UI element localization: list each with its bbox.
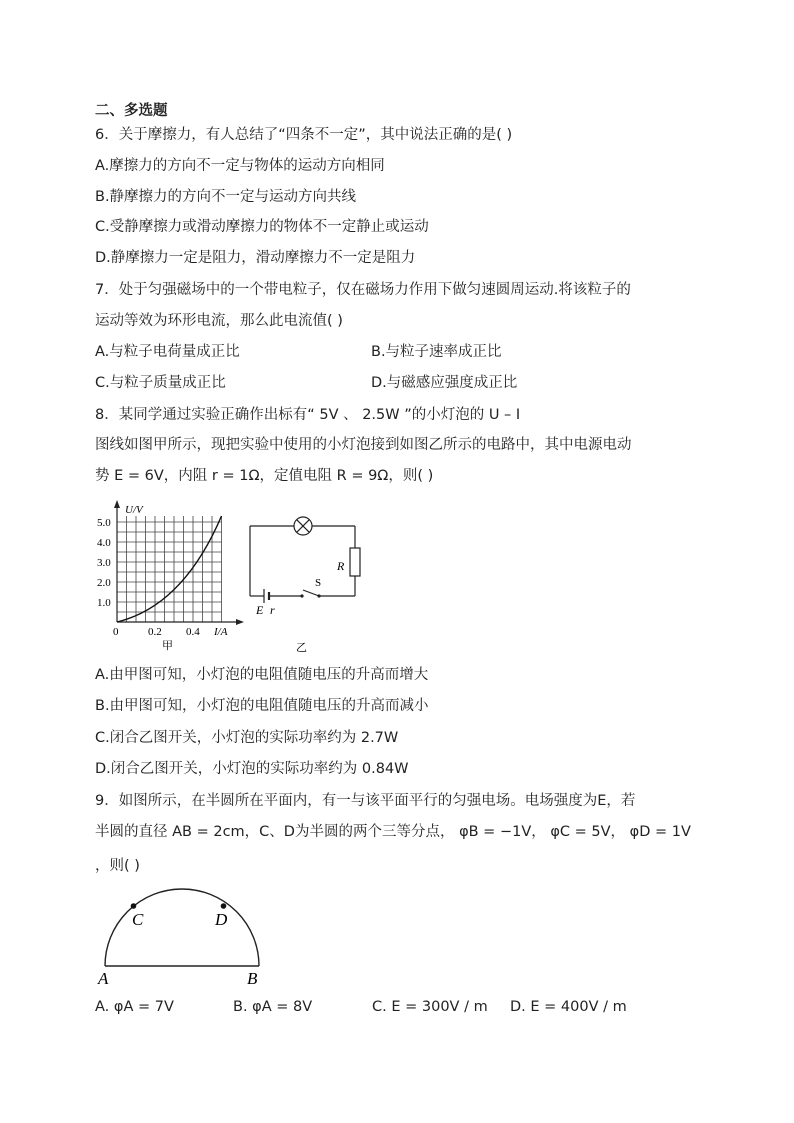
graph-caption: 甲	[162, 640, 173, 652]
q8-option-b: B.由甲图可知，小灯泡的电阻值随电压的升高而减小	[95, 698, 429, 714]
semicircle-figure	[92, 880, 272, 990]
q9-stem-line3: ，则( )	[95, 858, 140, 874]
q9-option-a: A. φA = 7V	[95, 999, 174, 1015]
q9-stem-line2: 半圆的直径 AB = 2cm，C、D为半圆的两个三等分点， φB = −1V， φC = 5V， φD = 1V	[95, 824, 691, 840]
label-b: B	[247, 969, 258, 988]
q6-option-c: C.受静摩擦力或滑动摩擦力的物体不一定静止或运动	[95, 219, 429, 235]
q8-option-a: A.由甲图可知，小灯泡的电阻值随电压的升高而增大	[95, 667, 429, 683]
q7-stem-line1: 7．处于匀强磁场中的一个带电粒子，仅在磁场力作用下做匀速圆周运动.将该粒子的	[95, 282, 631, 298]
q8-option-c: C.闭合乙图开关，小灯泡的实际功率约为 2.7W	[95, 730, 399, 746]
q6-option-b: B.静摩擦力的方向不一定与运动方向共线	[95, 189, 357, 205]
semicircle-arc	[105, 889, 259, 966]
circuit-label-r-internal: r	[270, 603, 275, 617]
q7-option-c: C.与粒子质量成正比	[95, 375, 226, 391]
graph-ylabel: U/V	[125, 504, 143, 516]
graph-ytick-5: 5.0	[97, 517, 111, 529]
q7-option-d: D.与磁感应强度成正比	[371, 375, 518, 391]
q6-stem: 6．关于摩擦力，有人总结了“四条不一定”，其中说法正确的是( )	[95, 127, 513, 143]
q7-option-b: B.与粒子速率成正比	[371, 344, 502, 360]
point-c	[131, 903, 137, 909]
label-c: C	[132, 910, 144, 929]
graph-xtick-04: 0.4	[186, 626, 200, 638]
circuit-label-r-resistor: R	[337, 559, 345, 573]
q6-option-d: D.静摩擦力一定是阻力，滑动摩擦力不一定是阻力	[95, 250, 416, 266]
label-d: D	[215, 910, 228, 929]
graph-ytick-2: 2.0	[97, 577, 111, 589]
graph-ytick-4: 4.0	[97, 537, 111, 549]
circuit-caption: 乙	[296, 642, 307, 654]
switch-icon	[303, 590, 319, 596]
q9-option-c: C. E = 300V / m	[372, 999, 488, 1015]
graph-ytick-3: 3.0	[97, 557, 111, 569]
circuit-diagram	[244, 510, 369, 658]
q6-option-a: A.摩擦力的方向不一定与物体的运动方向相同	[95, 158, 385, 174]
section-title: 二、多选题	[95, 103, 168, 119]
q8-stem-line2: 图线如图甲所示，现把实验中使用的小灯泡接到如图乙所示的电路中，其中电源电动	[95, 437, 632, 453]
q9-option-b: B. φA = 8V	[233, 999, 313, 1015]
point-d	[221, 903, 227, 909]
label-a: A	[98, 969, 109, 988]
q8-stem-line3: 势 E = 6V，内阻 r = 1Ω，定值电阻 R = 9Ω，则( )	[95, 468, 434, 484]
q9-stem-line1: 9．如图所示，在半圆所在平面内，有一与该平面平行的匀强电场。电场强度为E，若	[95, 793, 636, 809]
graph-ytick-1: 1.0	[97, 597, 111, 609]
circuit-label-s: S	[315, 577, 322, 589]
q7-option-a: A.与粒子电荷量成正比	[95, 344, 240, 360]
resistor-icon	[350, 548, 360, 576]
q9-option-d: D. E = 400V / m	[510, 999, 627, 1015]
graph-xtick-02: 0.2	[148, 626, 162, 638]
q8-option-d: D.闭合乙图开关，小灯泡的实际功率约为 0.84W	[95, 761, 409, 777]
graph-xtick-0: 0	[113, 626, 119, 638]
circuit-label-e: E	[256, 603, 264, 617]
ui-graph	[88, 498, 248, 656]
q7-stem-line2: 运动等效为环形电流，那么此电流值( )	[95, 313, 343, 329]
q8-stem-line1: 8．某同学通过实验正确作出标有“ 5V 、 2.5W ”的小灯泡的 U – I	[95, 407, 521, 423]
graph-xlabel: I/A	[214, 626, 228, 638]
